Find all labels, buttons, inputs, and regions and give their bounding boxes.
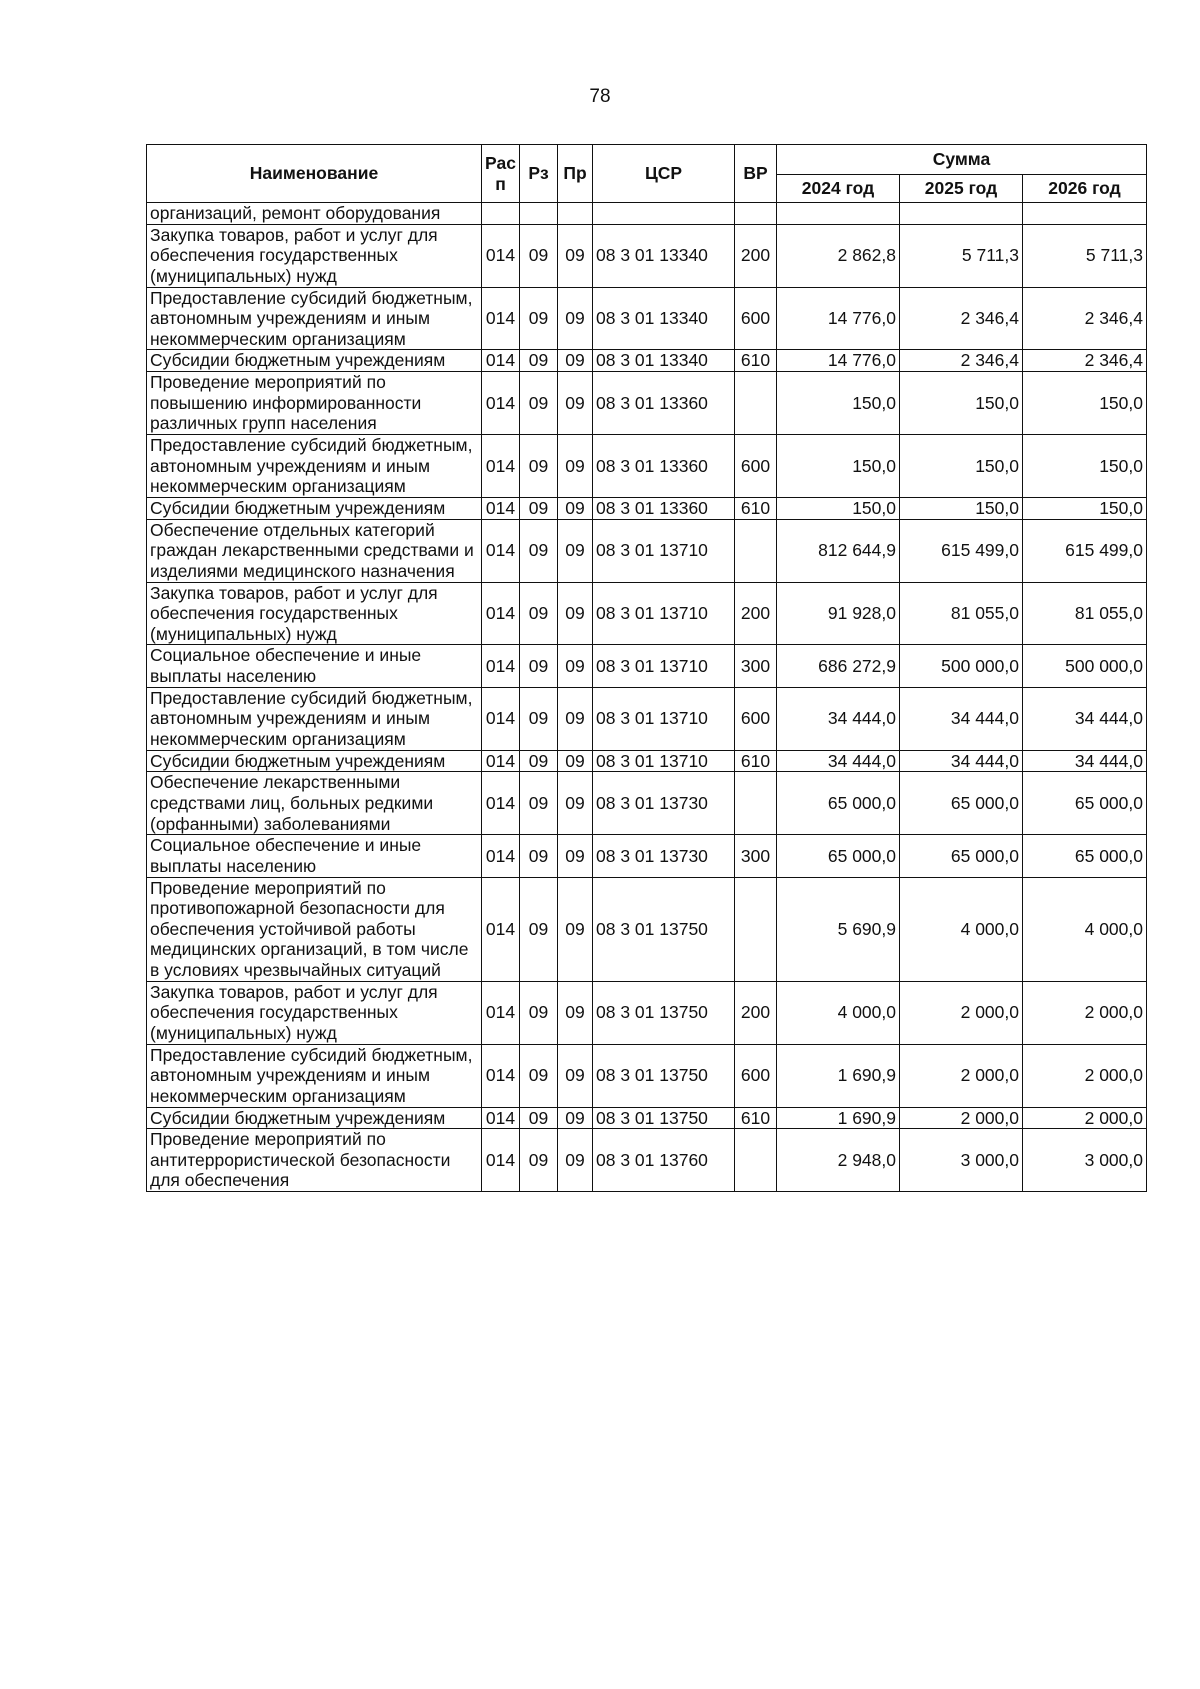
row-vr-cell bbox=[735, 203, 777, 225]
row-rasp-cell: 014 bbox=[482, 687, 520, 750]
header-name: Наименование bbox=[147, 145, 482, 203]
row-rz-cell: 09 bbox=[520, 877, 558, 981]
row-vr-cell: 600 bbox=[735, 287, 777, 350]
header-2024: 2024 год bbox=[777, 175, 900, 203]
row-pr-cell: 09 bbox=[558, 372, 593, 435]
table-body bbox=[147, 203, 1147, 1192]
table-row bbox=[147, 497, 1147, 519]
row-2024-cell: 5 690,9 bbox=[777, 877, 900, 981]
row-2024-cell: 1 690,9 bbox=[777, 1044, 900, 1107]
table-row bbox=[147, 687, 1147, 750]
row-rasp-cell: 014 bbox=[482, 981, 520, 1044]
row-vr-cell bbox=[735, 772, 777, 835]
row-name-cell: Социальное обеспечение и иные выплаты населению bbox=[147, 645, 482, 687]
row-rz-cell: 09 bbox=[520, 372, 558, 435]
row-2026-cell: 150,0 bbox=[1023, 372, 1147, 435]
row-vr-cell bbox=[735, 1129, 777, 1192]
header-rz: Рз bbox=[520, 145, 558, 203]
row-rasp-cell: 014 bbox=[482, 1044, 520, 1107]
header-sum: Сумма bbox=[777, 145, 1147, 175]
row-rasp-cell: 014 bbox=[482, 497, 520, 519]
table-row bbox=[147, 224, 1147, 287]
row-name-cell: Закупка товаров, работ и услуг для обеспечения государственных (муниципальных) нужд bbox=[147, 224, 482, 287]
row-2024-cell: 14 776,0 bbox=[777, 287, 900, 350]
row-2026-cell: 150,0 bbox=[1023, 435, 1147, 498]
header-2026: 2026 год bbox=[1023, 175, 1147, 203]
row-2026-cell: 2 000,0 bbox=[1023, 981, 1147, 1044]
row-2024-cell: 14 776,0 bbox=[777, 350, 900, 372]
row-csr-cell: 08 3 01 13360 bbox=[593, 435, 735, 498]
row-2026-cell: 2 346,4 bbox=[1023, 287, 1147, 350]
row-rasp-cell: 014 bbox=[482, 287, 520, 350]
row-2024-cell: 2 862,8 bbox=[777, 224, 900, 287]
row-csr-cell: 08 3 01 13760 bbox=[593, 1129, 735, 1192]
row-rasp-cell: 014 bbox=[482, 582, 520, 645]
row-2026-cell: 34 444,0 bbox=[1023, 687, 1147, 750]
row-pr-cell: 09 bbox=[558, 497, 593, 519]
row-2026-cell: 4 000,0 bbox=[1023, 877, 1147, 981]
row-2025-cell: 81 055,0 bbox=[900, 582, 1023, 645]
row-pr-cell: 09 bbox=[558, 687, 593, 750]
row-rz-cell: 09 bbox=[520, 582, 558, 645]
row-vr-cell: 610 bbox=[735, 750, 777, 772]
row-name-cell: Закупка товаров, работ и услуг для обеспечения государственных (муниципальных) нужд bbox=[147, 582, 482, 645]
row-csr-cell: 08 3 01 13340 bbox=[593, 224, 735, 287]
row-2024-cell: 34 444,0 bbox=[777, 687, 900, 750]
row-name-cell: Предоставление субсидий бюджетным, автономным учреждениям и иным некоммерческим организациям bbox=[147, 1044, 482, 1107]
row-pr-cell: 09 bbox=[558, 1107, 593, 1129]
row-pr-cell: 09 bbox=[558, 750, 593, 772]
row-rz-cell: 09 bbox=[520, 350, 558, 372]
table-row bbox=[147, 1129, 1147, 1192]
row-rz-cell: 09 bbox=[520, 645, 558, 687]
row-vr-cell: 300 bbox=[735, 835, 777, 877]
row-pr-cell: 09 bbox=[558, 1044, 593, 1107]
row-rz-cell: 09 bbox=[520, 1107, 558, 1129]
row-rasp-cell: 014 bbox=[482, 1129, 520, 1192]
row-rz-cell: 09 bbox=[520, 224, 558, 287]
row-rz-cell: 09 bbox=[520, 981, 558, 1044]
row-rasp-cell: 014 bbox=[482, 835, 520, 877]
row-2024-cell: 34 444,0 bbox=[777, 750, 900, 772]
row-rz-cell bbox=[520, 203, 558, 225]
row-rz-cell: 09 bbox=[520, 497, 558, 519]
row-2024-cell: 4 000,0 bbox=[777, 981, 900, 1044]
row-vr-cell: 600 bbox=[735, 435, 777, 498]
row-2025-cell: 3 000,0 bbox=[900, 1129, 1023, 1192]
row-pr-cell: 09 bbox=[558, 835, 593, 877]
row-csr-cell: 08 3 01 13710 bbox=[593, 687, 735, 750]
row-rz-cell: 09 bbox=[520, 519, 558, 582]
table-row bbox=[147, 203, 1147, 225]
row-rasp-cell: 014 bbox=[482, 224, 520, 287]
row-name-cell: Социальное обеспечение и иные выплаты населению bbox=[147, 835, 482, 877]
table-row bbox=[147, 772, 1147, 835]
row-name-cell: Предоставление субсидий бюджетным, автономным учреждениям и иным некоммерческим организациям bbox=[147, 687, 482, 750]
row-rasp-cell: 014 bbox=[482, 372, 520, 435]
row-name-cell: Проведение мероприятий по противопожарной безопасности для обеспечения устойчивой работы медицинских организаций, в том числе в условиях чрезвычайных ситуаций bbox=[147, 877, 482, 981]
row-pr-cell: 09 bbox=[558, 1129, 593, 1192]
row-2025-cell: 2 000,0 bbox=[900, 1107, 1023, 1129]
row-csr-cell: 08 3 01 13750 bbox=[593, 1107, 735, 1129]
row-2024-cell: 150,0 bbox=[777, 497, 900, 519]
row-csr-cell: 08 3 01 13730 bbox=[593, 772, 735, 835]
row-2026-cell: 81 055,0 bbox=[1023, 582, 1147, 645]
row-name-cell: Предоставление субсидий бюджетным, автономным учреждениям и иным некоммерческим организациям bbox=[147, 435, 482, 498]
row-csr-cell: 08 3 01 13340 bbox=[593, 350, 735, 372]
row-2024-cell: 812 644,9 bbox=[777, 519, 900, 582]
row-rasp-cell: 014 bbox=[482, 1107, 520, 1129]
row-2026-cell: 615 499,0 bbox=[1023, 519, 1147, 582]
row-name-cell: Обеспечение отдельных категорий граждан лекарственными средствами и изделиями медицинского назначения bbox=[147, 519, 482, 582]
row-vr-cell: 200 bbox=[735, 224, 777, 287]
row-pr-cell: 09 bbox=[558, 582, 593, 645]
row-2024-cell: 686 272,9 bbox=[777, 645, 900, 687]
row-2024-cell: 1 690,9 bbox=[777, 1107, 900, 1129]
row-vr-cell: 600 bbox=[735, 1044, 777, 1107]
header-2025: 2025 год bbox=[900, 175, 1023, 203]
row-csr-cell: 08 3 01 13710 bbox=[593, 519, 735, 582]
row-2024-cell: 2 948,0 bbox=[777, 1129, 900, 1192]
table-row bbox=[147, 519, 1147, 582]
row-name-cell: Обеспечение лекарственными средствами лиц, больных редкими (орфанными) заболеваниями bbox=[147, 772, 482, 835]
row-name-cell: Субсидии бюджетным учреждениям bbox=[147, 750, 482, 772]
row-rz-cell: 09 bbox=[520, 835, 558, 877]
row-2025-cell: 65 000,0 bbox=[900, 772, 1023, 835]
row-csr-cell: 08 3 01 13360 bbox=[593, 497, 735, 519]
row-pr-cell: 09 bbox=[558, 981, 593, 1044]
row-name-cell: Проведение мероприятий по антитеррористической безопасности для обеспечения bbox=[147, 1129, 482, 1192]
row-vr-cell bbox=[735, 372, 777, 435]
row-rasp-cell: 014 bbox=[482, 435, 520, 498]
table-header bbox=[147, 145, 1147, 203]
row-rz-cell: 09 bbox=[520, 435, 558, 498]
row-2025-cell: 2 000,0 bbox=[900, 981, 1023, 1044]
row-2024-cell: 91 928,0 bbox=[777, 582, 900, 645]
row-rasp-cell: 014 bbox=[482, 772, 520, 835]
row-pr-cell: 09 bbox=[558, 519, 593, 582]
row-2025-cell: 150,0 bbox=[900, 435, 1023, 498]
table-row bbox=[147, 877, 1147, 981]
row-pr-cell: 09 bbox=[558, 645, 593, 687]
row-2026-cell: 3 000,0 bbox=[1023, 1129, 1147, 1192]
row-pr-cell: 09 bbox=[558, 772, 593, 835]
row-2025-cell: 5 711,3 bbox=[900, 224, 1023, 287]
row-2025-cell: 34 444,0 bbox=[900, 687, 1023, 750]
row-2026-cell: 2 346,4 bbox=[1023, 350, 1147, 372]
table-row bbox=[147, 350, 1147, 372]
row-2025-cell: 34 444,0 bbox=[900, 750, 1023, 772]
row-csr-cell: 08 3 01 13750 bbox=[593, 981, 735, 1044]
row-csr-cell: 08 3 01 13710 bbox=[593, 582, 735, 645]
page-number: 78 bbox=[589, 86, 611, 107]
table-row bbox=[147, 981, 1147, 1044]
table-row bbox=[147, 1107, 1147, 1129]
header-pr: Пр bbox=[558, 145, 593, 203]
row-rz-cell: 09 bbox=[520, 772, 558, 835]
row-2025-cell: 4 000,0 bbox=[900, 877, 1023, 981]
row-name-cell: Субсидии бюджетным учреждениям bbox=[147, 1107, 482, 1129]
row-2025-cell: 2 346,4 bbox=[900, 350, 1023, 372]
row-vr-cell: 600 bbox=[735, 687, 777, 750]
row-pr-cell: 09 bbox=[558, 877, 593, 981]
table-row bbox=[147, 435, 1147, 498]
row-csr-cell bbox=[593, 203, 735, 225]
row-2025-cell: 65 000,0 bbox=[900, 835, 1023, 877]
row-2026-cell: 65 000,0 bbox=[1023, 772, 1147, 835]
row-2026-cell: 65 000,0 bbox=[1023, 835, 1147, 877]
row-csr-cell: 08 3 01 13730 bbox=[593, 835, 735, 877]
row-csr-cell: 08 3 01 13340 bbox=[593, 287, 735, 350]
table-row bbox=[147, 835, 1147, 877]
row-2026-cell: 2 000,0 bbox=[1023, 1107, 1147, 1129]
row-2026-cell: 2 000,0 bbox=[1023, 1044, 1147, 1107]
budget-table bbox=[146, 144, 1147, 1192]
row-2025-cell: 615 499,0 bbox=[900, 519, 1023, 582]
row-2025-cell: 150,0 bbox=[900, 372, 1023, 435]
row-2024-cell: 150,0 bbox=[777, 435, 900, 498]
row-name-cell: Субсидии бюджетным учреждениям bbox=[147, 497, 482, 519]
row-rasp-cell: 014 bbox=[482, 350, 520, 372]
row-2026-cell: 500 000,0 bbox=[1023, 645, 1147, 687]
row-2025-cell: 150,0 bbox=[900, 497, 1023, 519]
table-row bbox=[147, 582, 1147, 645]
row-name-cell: организаций, ремонт оборудования bbox=[147, 203, 482, 225]
row-2025-cell bbox=[900, 203, 1023, 225]
row-vr-cell: 610 bbox=[735, 497, 777, 519]
row-vr-cell bbox=[735, 877, 777, 981]
table-row bbox=[147, 750, 1147, 772]
row-2025-cell: 2 000,0 bbox=[900, 1044, 1023, 1107]
row-vr-cell: 200 bbox=[735, 981, 777, 1044]
header-rasp: Рас п bbox=[482, 145, 520, 203]
row-pr-cell: 09 bbox=[558, 287, 593, 350]
row-2024-cell bbox=[777, 203, 900, 225]
row-vr-cell: 300 bbox=[735, 645, 777, 687]
row-vr-cell: 200 bbox=[735, 582, 777, 645]
row-2024-cell: 65 000,0 bbox=[777, 835, 900, 877]
row-rasp-cell: 014 bbox=[482, 877, 520, 981]
row-rz-cell: 09 bbox=[520, 1129, 558, 1192]
row-pr-cell: 09 bbox=[558, 435, 593, 498]
row-name-cell: Субсидии бюджетным учреждениям bbox=[147, 350, 482, 372]
row-rasp-cell: 014 bbox=[482, 750, 520, 772]
header-csr: ЦСР bbox=[593, 145, 735, 203]
row-2026-cell: 34 444,0 bbox=[1023, 750, 1147, 772]
row-pr-cell: 09 bbox=[558, 350, 593, 372]
row-2026-cell: 150,0 bbox=[1023, 497, 1147, 519]
row-csr-cell: 08 3 01 13710 bbox=[593, 750, 735, 772]
table-row bbox=[147, 645, 1147, 687]
row-2024-cell: 150,0 bbox=[777, 372, 900, 435]
row-rz-cell: 09 bbox=[520, 1044, 558, 1107]
row-2025-cell: 500 000,0 bbox=[900, 645, 1023, 687]
row-rz-cell: 09 bbox=[520, 687, 558, 750]
table-row bbox=[147, 1044, 1147, 1107]
row-2024-cell: 65 000,0 bbox=[777, 772, 900, 835]
row-name-cell: Предоставление субсидий бюджетным, автономным учреждениям и иным некоммерческим организациям bbox=[147, 287, 482, 350]
row-vr-cell: 610 bbox=[735, 1107, 777, 1129]
row-csr-cell: 08 3 01 13750 bbox=[593, 1044, 735, 1107]
row-csr-cell: 08 3 01 13360 bbox=[593, 372, 735, 435]
row-2025-cell: 2 346,4 bbox=[900, 287, 1023, 350]
row-vr-cell: 610 bbox=[735, 350, 777, 372]
row-csr-cell: 08 3 01 13710 bbox=[593, 645, 735, 687]
row-rasp-cell: 014 bbox=[482, 519, 520, 582]
table-row bbox=[147, 287, 1147, 350]
row-csr-cell: 08 3 01 13750 bbox=[593, 877, 735, 981]
row-2026-cell: 5 711,3 bbox=[1023, 224, 1147, 287]
row-name-cell: Проведение мероприятий по повышению информированности различных групп населения bbox=[147, 372, 482, 435]
row-pr-cell bbox=[558, 203, 593, 225]
row-rz-cell: 09 bbox=[520, 287, 558, 350]
row-name-cell: Закупка товаров, работ и услуг для обеспечения государственных (муниципальных) нужд bbox=[147, 981, 482, 1044]
row-vr-cell bbox=[735, 519, 777, 582]
table-row bbox=[147, 372, 1147, 435]
row-rasp-cell: 014 bbox=[482, 645, 520, 687]
header-vr: ВР bbox=[735, 145, 777, 203]
row-rasp-cell bbox=[482, 203, 520, 225]
row-rz-cell: 09 bbox=[520, 750, 558, 772]
row-pr-cell: 09 bbox=[558, 224, 593, 287]
row-2026-cell bbox=[1023, 203, 1147, 225]
